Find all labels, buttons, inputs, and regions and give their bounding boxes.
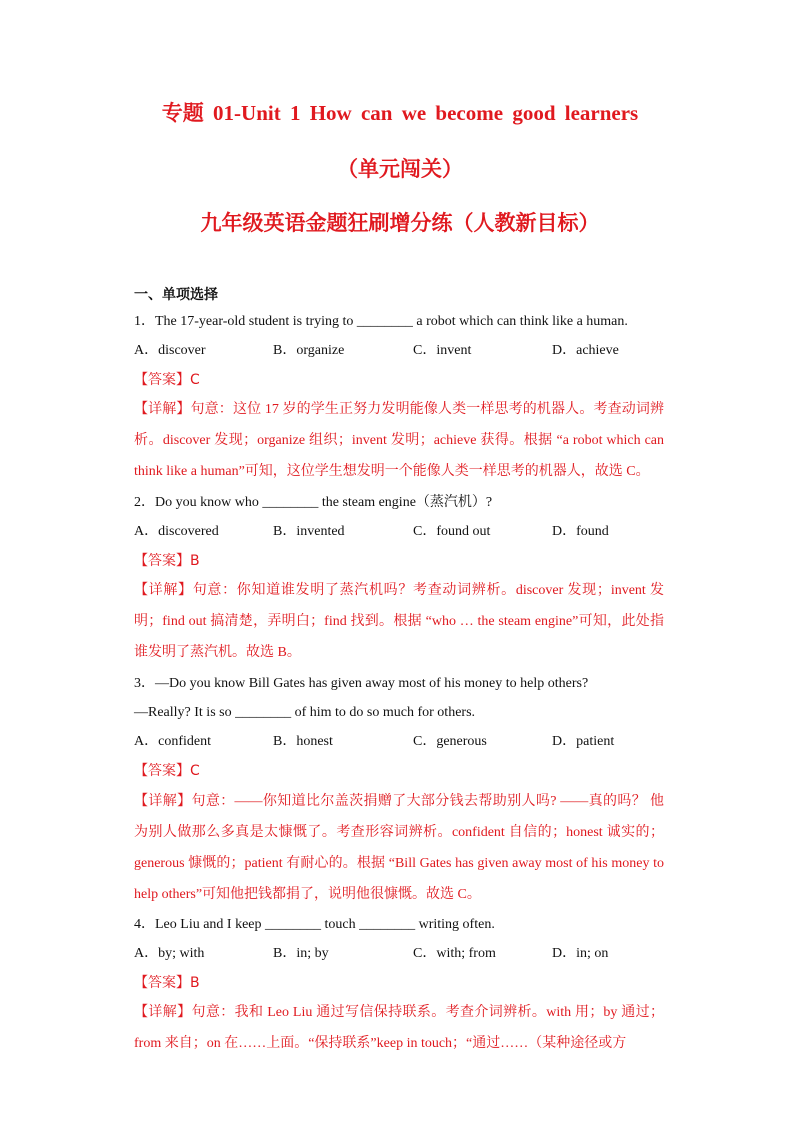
question-4-option-a: A．by; with [134,946,205,961]
question-4-option-c: C．with; from [413,946,496,961]
question-4-stem: 4．Leo Liu and I keep ________ touch ________ writing often. [134,917,495,932]
question-3-option-a: A．confident [134,734,211,749]
question-3-option-d: D．patient [552,734,615,749]
question-2-stem: 2．Do you know who ________ the steam engine（蒸汽机）? [134,495,493,510]
question-3-option-b: B．honest [273,734,333,749]
section-heading: 一、单项选择 [134,287,218,303]
question-1-option-a: A．discover [134,343,206,358]
question-4-explanation: 【详解】句意：我和 Leo Liu 通过写信保持联系。考查介词辨析。with 用；by 通过；from 来自；on 在……上面。“保持联系”keep in touch；“通过……（某种途径或方 [134,1005,664,1051]
question-3-option-c: C．generous [413,734,487,749]
question-2-option-d: D．found [552,524,609,539]
question-3-options [134,732,694,752]
question-3-answer: 【答案】C [134,763,200,779]
question-2-option-b: B．invented [273,524,345,539]
question-2-answer: 【答案】B [134,553,200,569]
question-1-option-c: C．invent [413,343,472,358]
question-1-stem: 1．The 17-year-old student is trying to ________ a robot which can think like a human. [134,314,628,329]
question-3-explanation: 【详解】句意：——你知道比尔盖茨捐赠了大部分钱去帮助别人吗? ——真的吗？ 他为别人做那么多真是太慷慨了。考查形容词辨析。confident 自信的；honest 诚实的；generous 慷慨的；patient 有耐心的。根据 “Bill Gates has given away most of his money to help others”可知他把钱都捐了，说明他很慷慨。故选 C。 [134,794,664,902]
question-1-options [134,341,694,361]
question-1-answer: 【答案】C [134,372,200,388]
question-3-stem-reply: —Really? It is so ________ of him to do so much for others. [134,705,476,720]
document-subtitle: （单元闯关） [337,157,463,181]
document-title: 专题 01-Unit 1 How can we become good learners [161,101,639,125]
document-series-title: 九年级英语金题狂刷增分练（人教新目标） [200,211,600,235]
question-4-option-d: D．in; on [552,946,609,961]
question-2-options [134,522,694,542]
question-2-option-c: C．found out [413,524,491,539]
question-2-option-a: A．discovered [134,524,219,539]
question-4-options [134,944,694,964]
question-2-explanation: 【详解】句意：你知道谁发明了蒸汽机吗？考查动词辨析。discover 发现；invent 发明；find out 搞清楚，弄明白；find 找到。根据 “who … the steam engine”可知，此处指谁发明了蒸汽机。故选 B。 [134,583,664,660]
question-1-explanation: 【详解】句意：这位 17 岁的学生正努力发明能像人类一样思考的机器人。考查动词辨析。discover 发现；organize 组织；invent 发明；achieve 获得。根据 “a robot which can think like a human”可知，这位学生想发明一个能像人类一样思考的机器人，故选 C。 [134,402,664,479]
question-3-stem: 3．—Do you know Bill Gates has given away most of his money to help others? [134,676,589,691]
question-1-option-d: D．achieve [552,343,619,358]
question-1-option-b: B．organize [273,343,345,358]
question-4-option-b: B．in; by [273,946,329,961]
question-4-answer: 【答案】B [134,975,200,991]
